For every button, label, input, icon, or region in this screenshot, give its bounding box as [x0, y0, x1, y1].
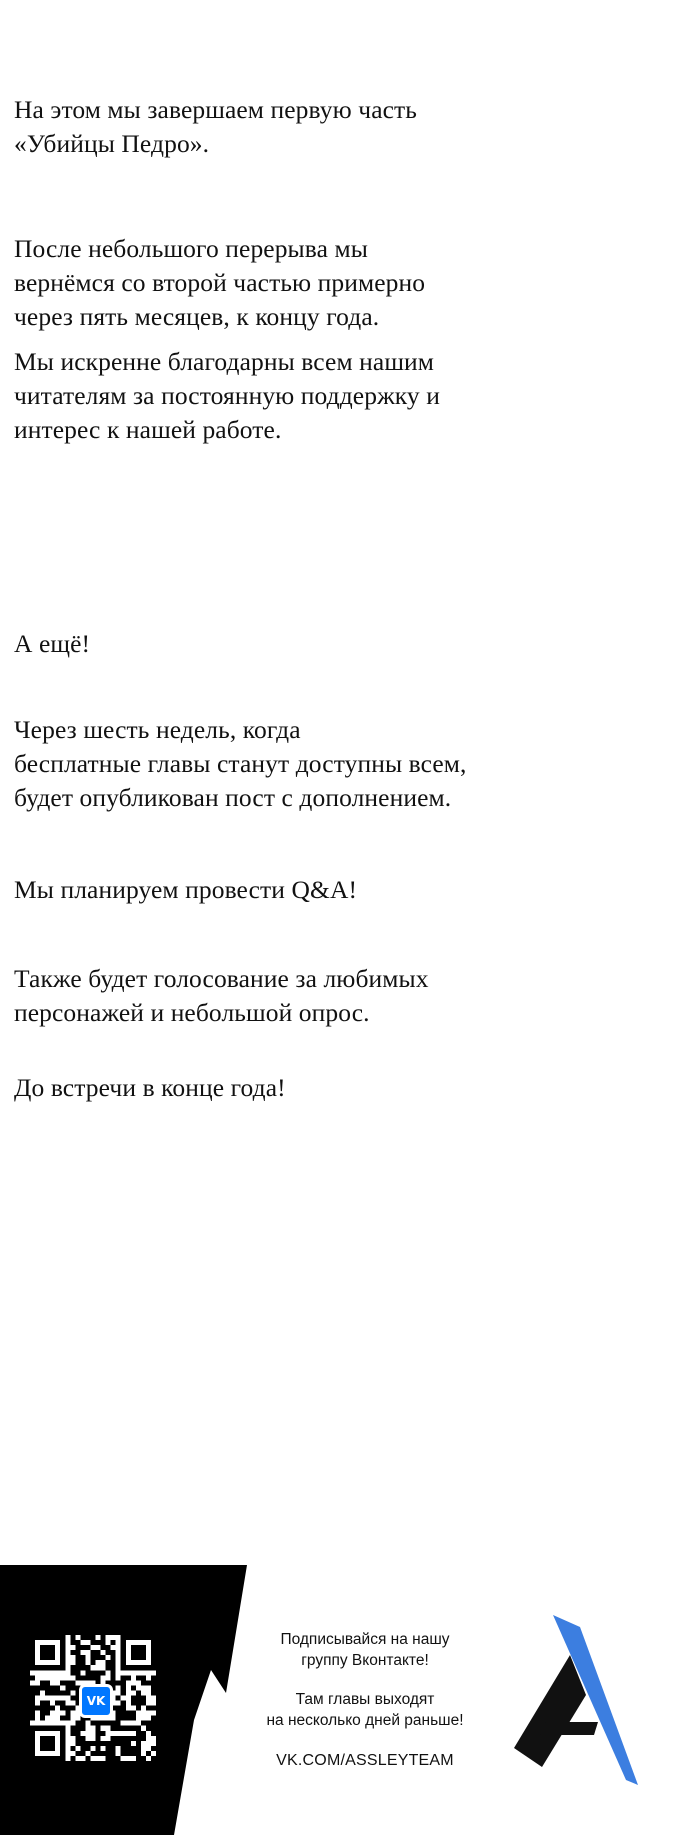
vk-group-link[interactable]: VK.COM/ASSLEYTEAM — [276, 1752, 454, 1769]
farewell-line: До встречи в конце года! — [14, 1073, 286, 1102]
qr-code-icon[interactable] — [30, 1635, 156, 1761]
thanks-message: Мы искренне благодарны всем нашим читателям за постоянную поддержку и интерес к нашей работе. — [14, 347, 440, 444]
also-heading: А ещё! — [14, 629, 91, 658]
team-logo-a-icon — [510, 1615, 638, 1785]
poll-note: Также будет голосование за любимых персонажей и небольшой опрос. — [14, 964, 429, 1027]
qa-note: Мы планируем провести Q&A! — [14, 875, 358, 904]
closing-message: На этом мы завершаем первую часть «Убийцы Педро». — [14, 95, 418, 158]
vk-logo-icon: VK — [79, 1684, 113, 1718]
return-announcement: После небольшого перерыва мы вернёмся со второй частью примерно через пять месяцев, к концу года. — [14, 234, 426, 331]
vk-promo-banner — [0, 1565, 690, 1835]
subscribe-text: Подписывайся на нашу группу Вконтакте! — [280, 1631, 450, 1669]
early-release-text: Там главы выходят на несколько дней раньше! — [266, 1691, 464, 1729]
bonus-post-note: Через шесть недель, когда бесплатные главы станут доступны всем, будет опубликован пост с дополнением. — [14, 715, 467, 812]
